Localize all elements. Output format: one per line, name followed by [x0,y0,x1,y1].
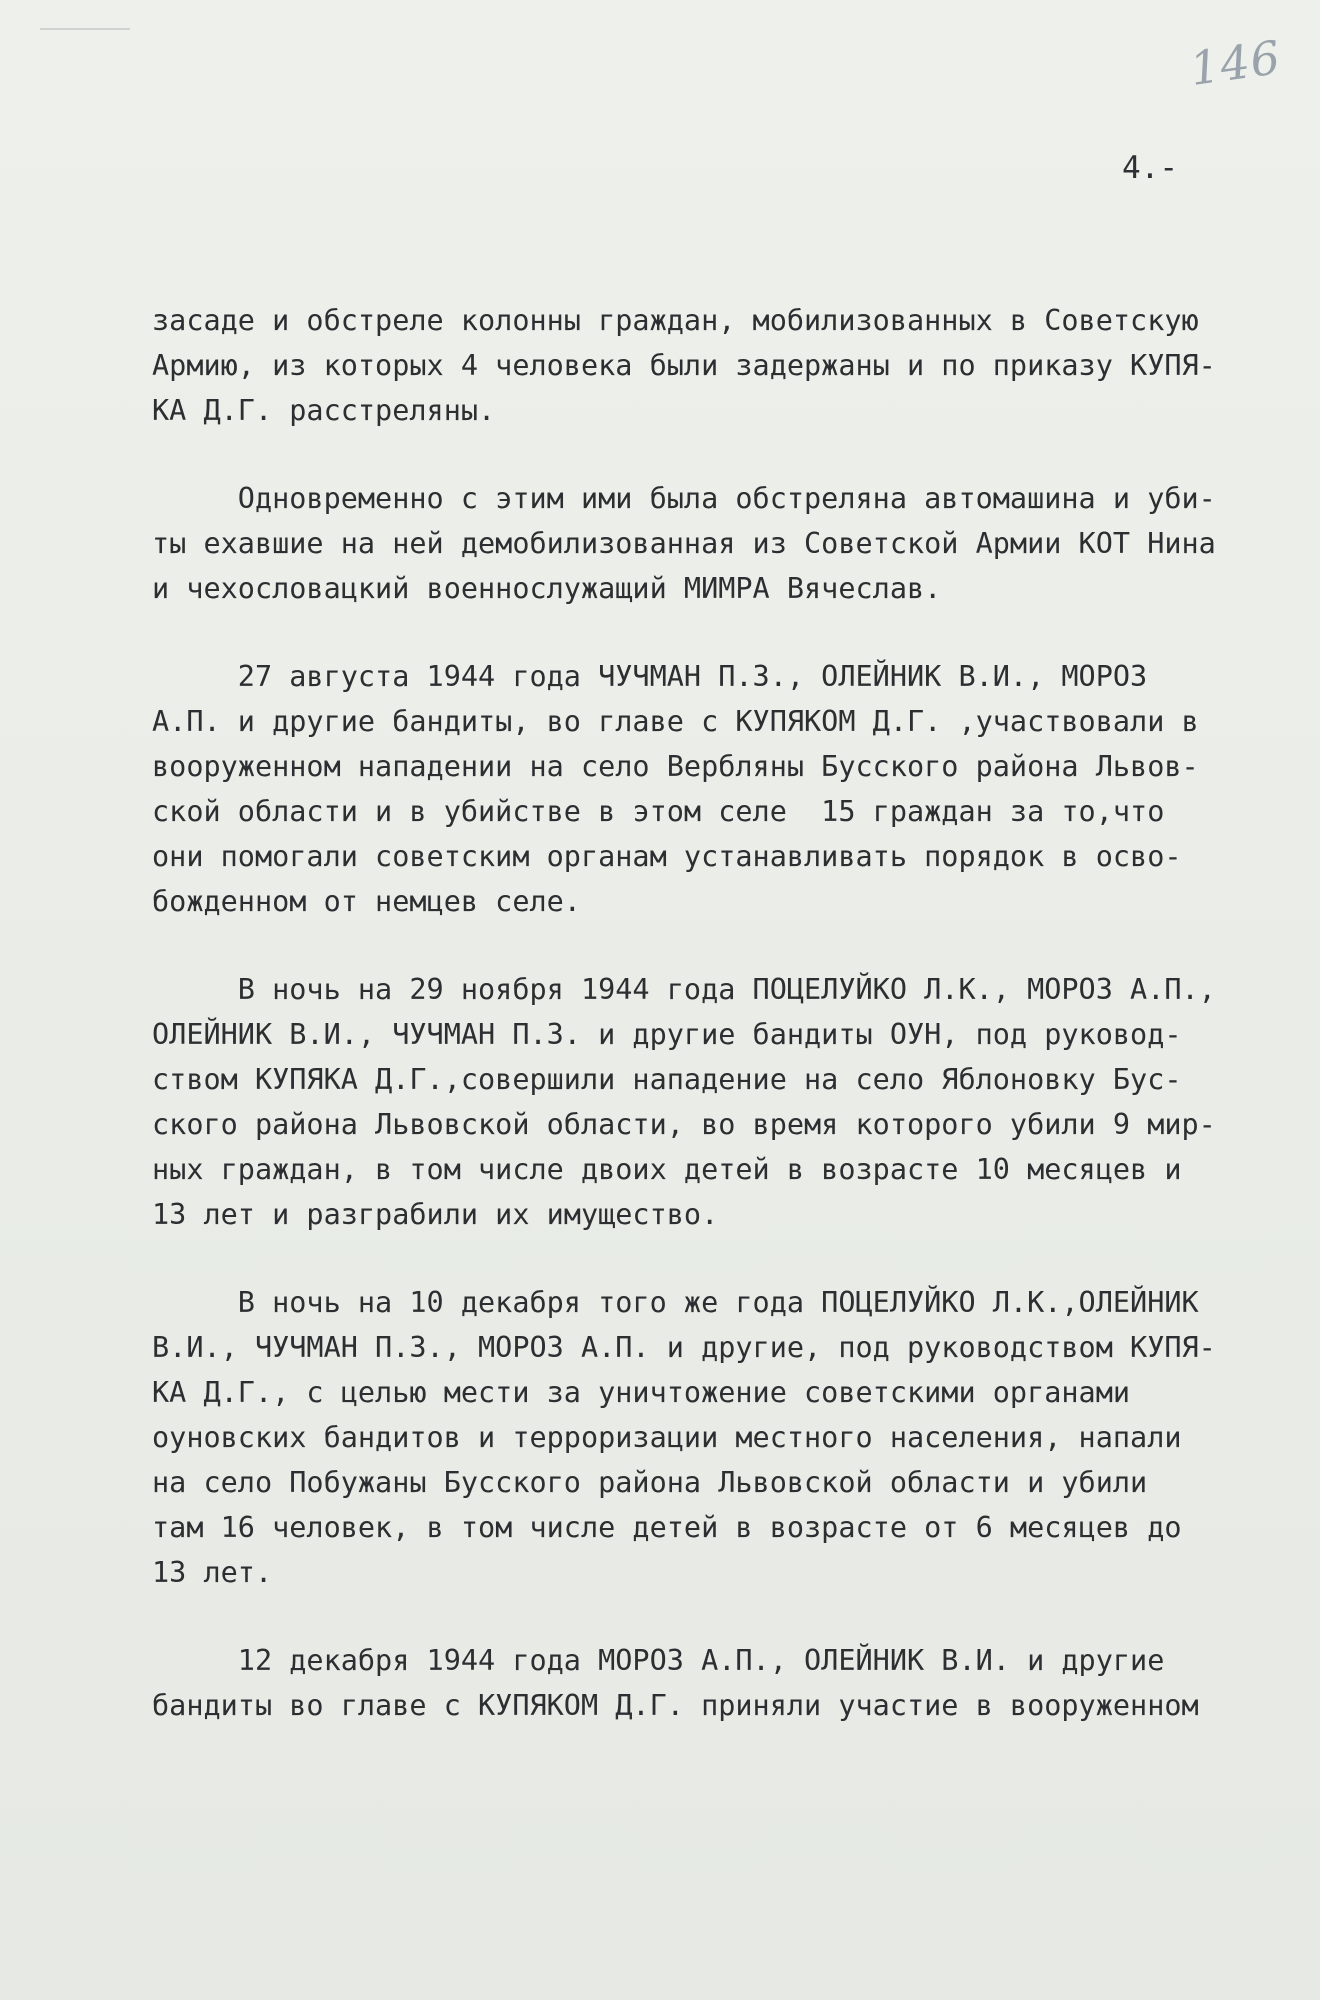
paragraph-1 [152,298,1292,433]
text-line: 13 лет. [152,1556,273,1589]
text-line: засаде и обстреле колонны граждан, мобилизованных в Советскую [152,304,1199,337]
text-line: там 16 человек, в том числе детей в возрасте от 6 месяцев до [152,1511,1182,1544]
page-number: 4.- [1122,150,1178,186]
body-text [152,298,1292,1728]
text-line: КА Д.Г. расстреляны. [152,394,496,427]
text-line: ных граждан, в том числе двоих детей в возрасте 10 месяцев и [152,1153,1182,1186]
text-line: В.И., ЧУЧМАН П.З., МОРОЗ А.П. и другие, под руководством КУПЯ- [152,1331,1216,1364]
text-line: они помогали советским органам устанавливать порядок в осво- [152,840,1182,873]
paragraph-gap [152,924,1292,967]
text-line: ской области и в убийстве в этом селе 15 граждан за то,что [152,795,1165,828]
text-line: на село Побужаны Бусского района Львовской области и убили [152,1466,1148,1499]
text-line: бандиты во главе с КУПЯКОМ Д.Г. приняли участие в вооруженном [152,1689,1199,1722]
text-line: А.П. и другие бандиты, во главе с КУПЯКОМ Д.Г. ,участвовали в [152,705,1199,738]
paragraph-6 [152,1638,1292,1728]
text-line: 13 лет и разграбили их имущество. [152,1198,719,1231]
text-line: ты ехавшие на ней демобилизованная из Советской Армии КОТ Нина [152,527,1216,560]
text-line: ского района Львовской области, во время которого убили 9 мир- [152,1108,1216,1141]
paragraph-5 [152,1280,1292,1595]
paragraph-gap [152,433,1292,476]
text-line: В ночь на 29 ноября 1944 года ПОЦЕЛУЙКО Л.К., МОРОЗ А.П., [152,973,1216,1006]
paragraph-gap [152,1237,1292,1280]
text-line: божденном от немцев селе. [152,885,581,918]
paragraph-3 [152,654,1292,924]
paragraph-gap [152,611,1292,654]
text-line: 27 августа 1944 года ЧУЧМАН П.З., ОЛЕЙНИК В.И., МОРОЗ [152,660,1148,693]
text-line: В ночь на 10 декабря того же года ПОЦЕЛУЙКО Л.К.,ОЛЕЙНИК [152,1286,1199,1319]
text-line: ством КУПЯКА Д.Г.,совершили нападение на село Яблоновку Бус- [152,1063,1182,1096]
edge-mark [40,28,130,30]
text-line: ОЛЕЙНИК В.И., ЧУЧМАН П.З. и другие бандиты ОУН, под руковод- [152,1018,1182,1051]
folio-handwritten-number: 146 [1186,29,1285,97]
text-line: КА Д.Г., с целью мести за уничтожение советскими органами [152,1376,1131,1409]
text-line: оуновских бандитов и терроризации местного населения, напали [152,1421,1182,1454]
text-line: и чехословацкий военнослужащий МИМРА Вячеслав. [152,572,942,605]
text-line: Одновременно с этим ими была обстреляна автомашина и уби- [152,482,1216,515]
paragraph-4 [152,967,1292,1237]
paragraph-2 [152,476,1292,611]
text-line: Армию, из которых 4 человека были задержаны и по приказу КУПЯ- [152,349,1216,382]
text-line: 12 декабря 1944 года МОРОЗ А.П., ОЛЕЙНИК В.И. и другие [152,1644,1165,1677]
paragraph-gap [152,1595,1292,1638]
text-line: вооруженном нападении на село Вербляны Бусского района Львов- [152,750,1199,783]
